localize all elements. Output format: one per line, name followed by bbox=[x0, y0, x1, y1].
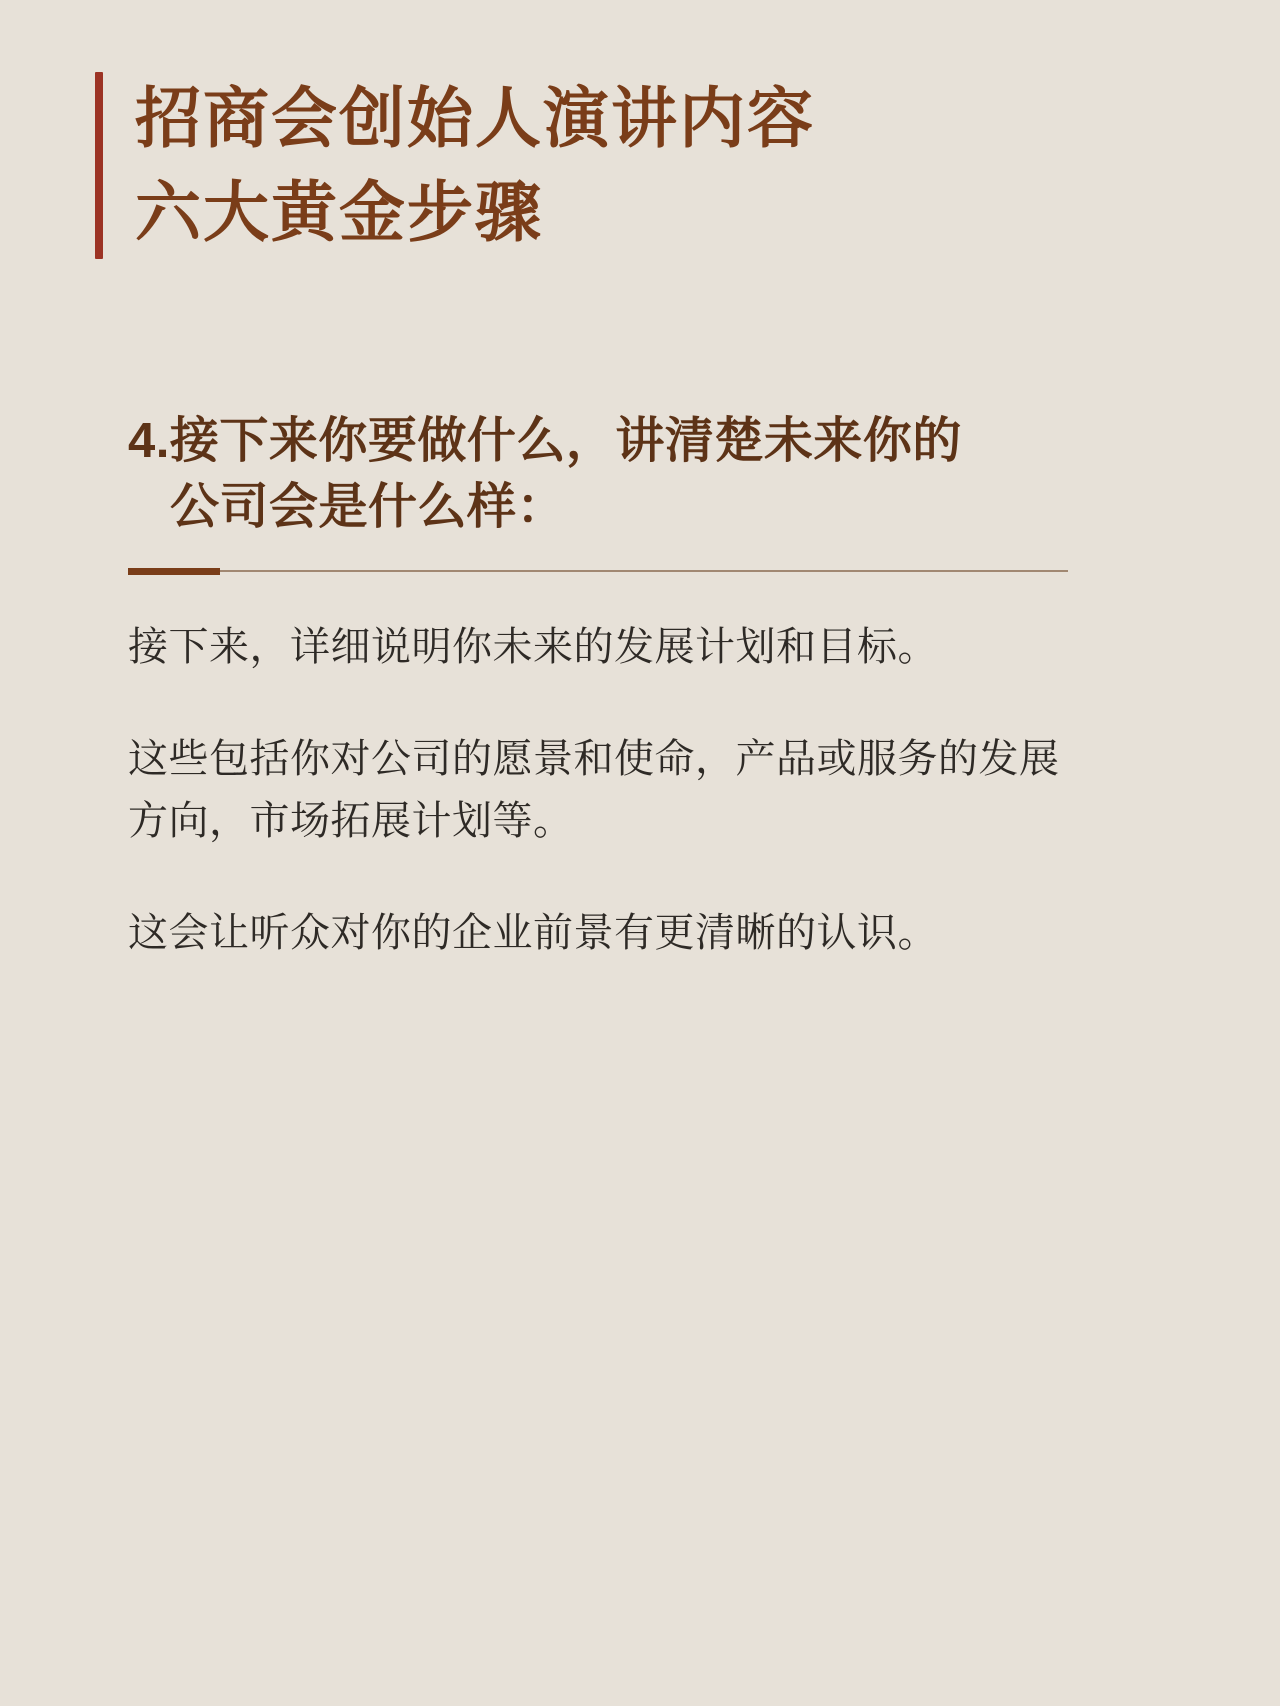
body-paragraph-3: 这会让听众对你的企业前景有更清晰的认识。 bbox=[128, 911, 938, 955]
section-heading-line-2: 公司会是什么样： bbox=[170, 480, 567, 535]
section-divider bbox=[128, 568, 1068, 574]
divider-thin-rule bbox=[128, 570, 1068, 572]
body-paragraph-1: 接下来，详细说明你未来的发展计划和目标。 bbox=[128, 625, 938, 669]
body-paragraph-2: 这些包括你对公司的愿景和使命，产品或服务的发展方向，市场拓展计划等。 bbox=[128, 737, 1060, 843]
section-block bbox=[128, 408, 1068, 574]
divider-accent-rule bbox=[128, 568, 220, 575]
page-title-line-1: 招商会创始人演讲内容 bbox=[135, 81, 815, 155]
header-accent-rule bbox=[95, 72, 103, 259]
poster-header bbox=[95, 72, 815, 259]
body-copy bbox=[128, 616, 1068, 964]
header-title-group bbox=[135, 72, 815, 259]
section-heading-line-1: 4.接下来你要做什么，讲清楚未来你的 bbox=[128, 414, 962, 468]
page-title-line-2: 六大黄金步骤 bbox=[135, 174, 543, 249]
section-heading bbox=[128, 408, 1068, 540]
